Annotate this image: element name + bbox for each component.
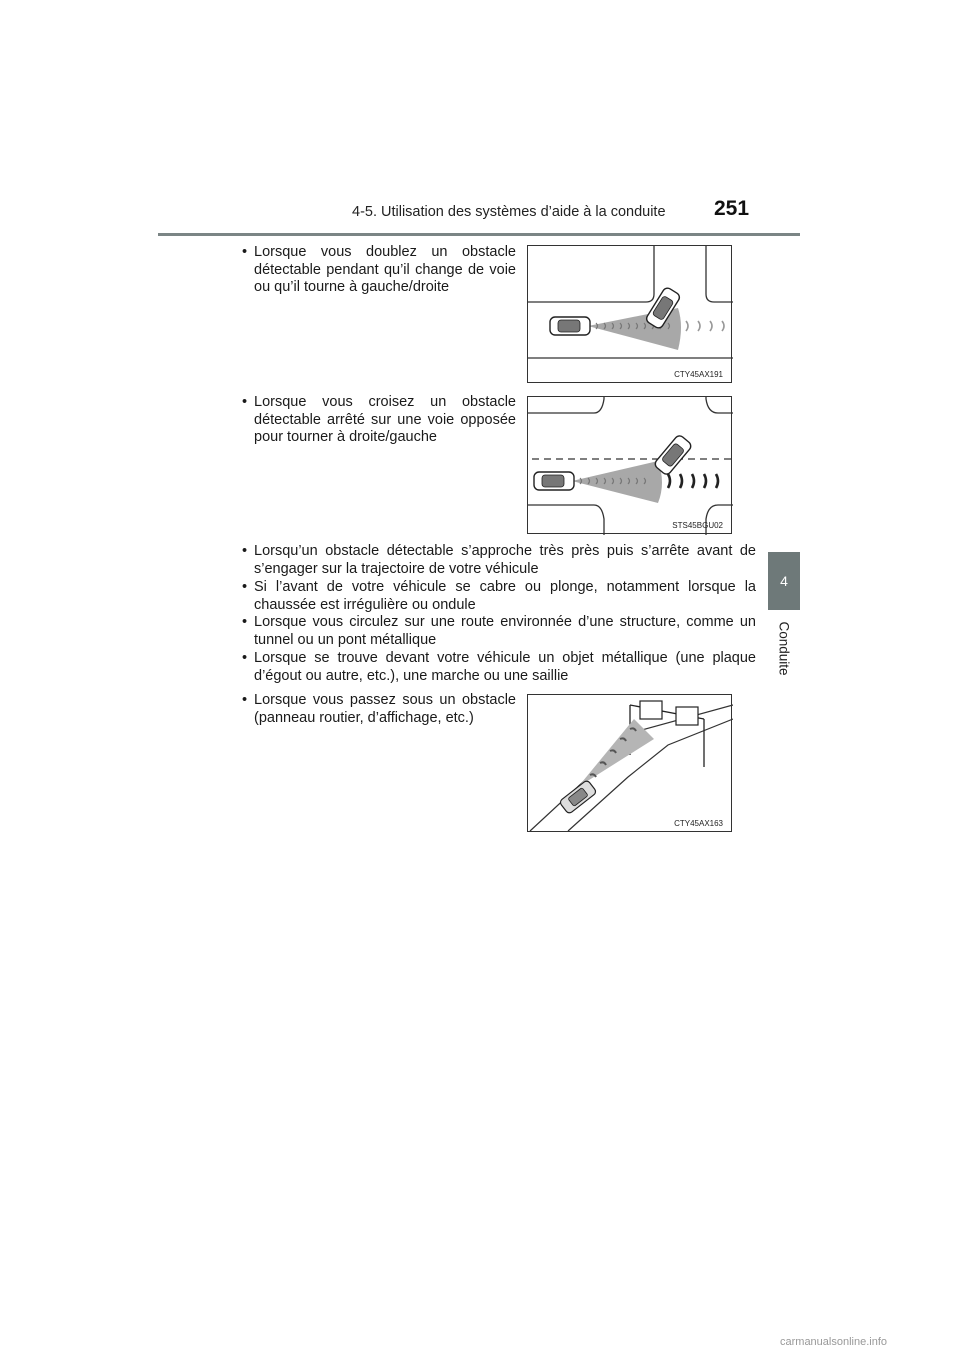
own-car-icon — [550, 317, 590, 335]
side-tab-label-text: Conduite — [776, 620, 792, 676]
list-item: • Lorsque se trouve devant votre véhicule un objet métallique (une plaque d’égout ou autre, etc.), une marche ou une saillie — [242, 650, 756, 685]
figure-code: STS45BGU02 — [672, 521, 723, 530]
figure-overtaking-drawing — [528, 246, 733, 384]
figure-crossing — [527, 396, 732, 534]
other-car-icon — [653, 434, 693, 476]
figure-code: CTY45AX163 — [674, 819, 723, 828]
list-item: • Lorsque vous doublez un obstacle détectable pendant qu’il change de voie ou qu’il tourne à gauche/droite — [242, 244, 516, 297]
figure-crossing-drawing — [528, 397, 733, 535]
list-item: • Lorsque vous croisez un obstacle détectable arrêté sur une voie opposée pour tourner à droite/gauche — [242, 394, 516, 447]
figure-code: CTY45AX191 — [674, 370, 723, 379]
footer-watermark: carmanualsonline.info — [780, 1336, 888, 1348]
figure-sign-drawing — [528, 695, 733, 833]
figure-sign-overhead — [527, 694, 732, 832]
header-section-title: 4-5. Utilisation des systèmes d’aide à la conduite — [352, 204, 666, 220]
side-tab-label — [768, 614, 800, 682]
list-item: • Lorsque vous circulez sur une route environnée d’une structure, comme un tunnel ou un pont métallique — [242, 614, 756, 649]
side-tab-number: 4 — [768, 552, 800, 610]
own-car-icon — [534, 472, 574, 490]
list-item: • Si l’avant de votre véhicule se cabre ou plonge, notamment lorsque la chaussée est irrégulière ou ondule — [242, 579, 756, 614]
figure-overtaking — [527, 245, 732, 383]
list-item: • Lorsqu’un obstacle détectable s’approche très près puis s’arrête avant de s’engager sur la trajectoire de votre véhicule — [242, 543, 756, 578]
header-rule — [158, 233, 800, 236]
list-item: • Lorsque vous passez sous un obstacle (panneau routier, d’affichage, etc.) — [242, 692, 516, 727]
page-number: 251 — [714, 197, 750, 220]
